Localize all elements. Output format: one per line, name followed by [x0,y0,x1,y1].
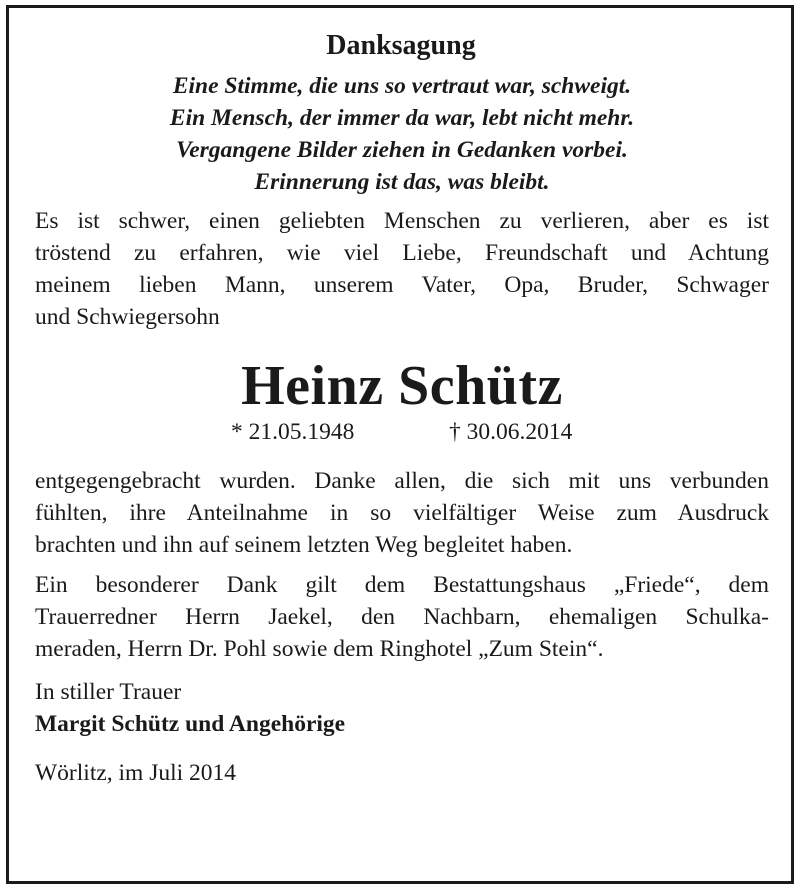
text-line: meinem lieben Mann, unserem Vater, Opa, Bruder, Schwager [35,272,769,298]
memorial-poem [35,70,769,198]
poem-line: Erinnerung ist das, was bleibt. [254,169,550,195]
poem-line: Ein Mensch, der immer da war, lebt nicht mehr. [169,105,635,131]
closing-phrase: In stiller Trauer [35,679,182,705]
signer-names: Margit Schütz und Angehörige [35,711,346,737]
death-date: † 30.06.2014 [449,419,573,445]
text-line: Trauerredner Herrn Jaekel, den Nachbarn, ehemaligen Schulka- [35,604,769,630]
text-line: brachten und ihn auf seinem letzten Weg begleitet haben. [35,532,573,558]
text-line: Ein besonderer Dank gilt dem Bestattungshaus „Friede“, dem [35,572,769,598]
text-line: meraden, Herrn Dr. Pohl sowie dem Ringhotel „Zum Stein“. [35,636,604,662]
notice-frame [6,5,794,884]
notice-content [35,26,769,789]
closing-block [35,676,769,740]
text-line: entgegengebracht wurden. Danke allen, die sich mit uns verbunden [35,468,769,494]
birth-date: * 21.05.1948 [231,419,355,445]
poem-line: Vergangene Bilder ziehen in Gedanken vorbei. [176,137,628,163]
thanks-paragraph [35,465,769,561]
life-dates [35,415,769,449]
place-date: Wörlitz, im Juli 2014 [35,760,237,786]
text-line: und Schwiegersohn [35,304,220,330]
notice-heading: Danksagung [326,30,476,61]
deceased-name: Heinz Schütz [241,355,563,417]
text-line: tröstend zu erfahren, wie viel Liebe, Freundschaft und Achtung [35,240,769,266]
special-thanks-paragraph [35,569,769,665]
intro-paragraph [35,205,769,333]
poem-line: Eine Stimme, die uns so vertraut war, schweigt. [172,73,632,99]
text-line: fühlten, ihre Anteilnahme in so vielfältiger Weise zum Ausdruck [35,500,769,526]
text-line: Es ist schwer, einen geliebten Menschen zu verlieren, aber es ist [35,208,769,234]
